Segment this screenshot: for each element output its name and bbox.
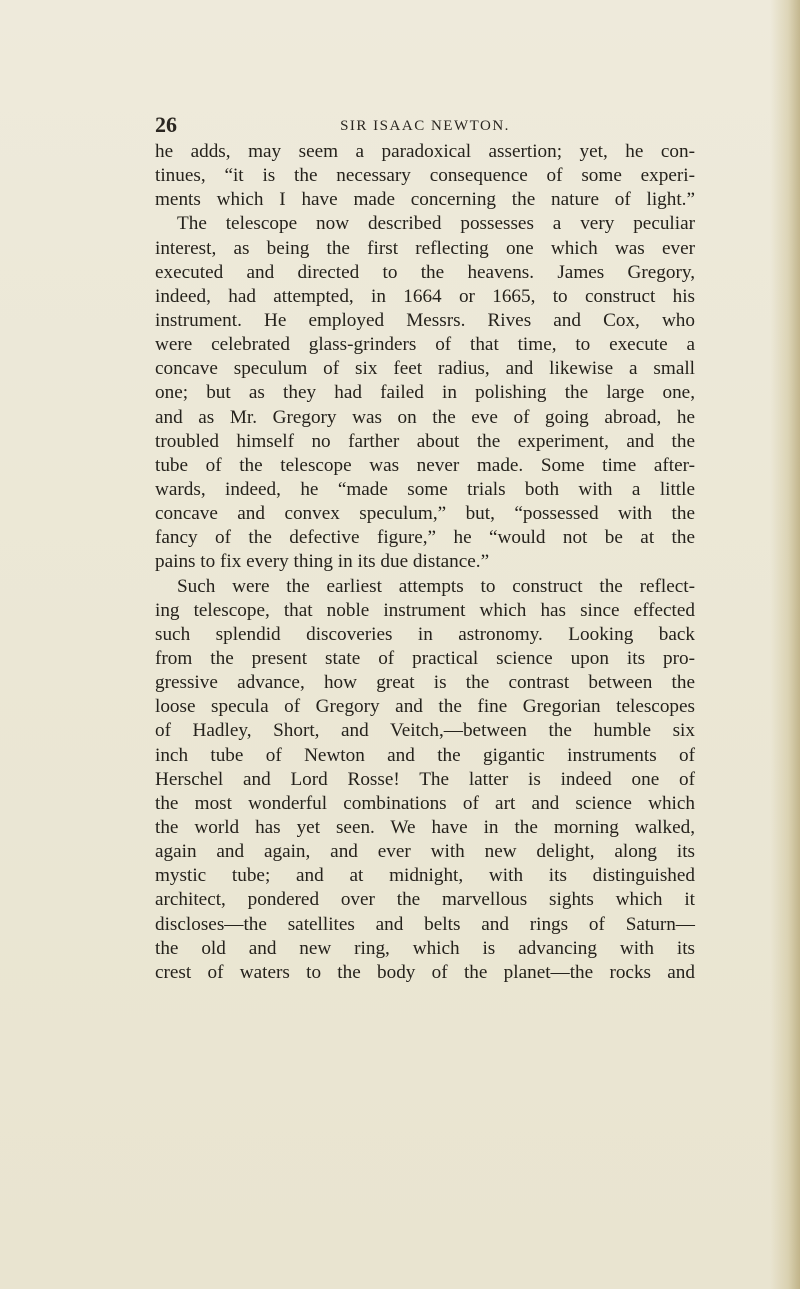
text-line: the world has yet seen. We have in the morning walked, [155, 816, 695, 838]
text-line: gressive advance, how great is the contrast between the [155, 672, 695, 694]
text-line: architect, pondered over the marvellous sights which it [155, 889, 695, 911]
text-line: crest of waters to the body of the planet—the rocks and [155, 961, 695, 983]
text-line: the most wonderful combinations of art and science which [155, 792, 695, 814]
text-line: concave and convex speculum,” but, “possessed with the [155, 503, 695, 525]
text-line: of Hadley, Short, and Veitch,—between the humble six [155, 720, 695, 742]
text-line: Herschel and Lord Rosse! The latter is indeed one of [155, 768, 695, 790]
text-line: ing telescope, that noble instrument which has since effected [155, 599, 695, 621]
text-line: inch tube of Newton and the gigantic instruments of [155, 744, 695, 766]
text-line: pains to fix every thing in its due distance.” [155, 551, 490, 573]
body-text [155, 140, 695, 985]
text-line: such splendid discoveries in astronomy. Looking back [155, 623, 695, 645]
running-head [155, 112, 695, 142]
text-line: troubled himself no farther about the experiment, and the [155, 430, 695, 452]
text-line: interest, as being the first reflecting one which was ever [155, 237, 695, 259]
text-line: again and again, and ever with new delight, along its [155, 841, 695, 863]
text-line: tinues, “it is the necessary consequence of some experi- [155, 165, 695, 187]
text-line: wards, indeed, he “made some trials both with a little [155, 478, 695, 500]
text-line: from the present state of practical science upon its pro- [155, 647, 695, 669]
text-line: The telescope now described possesses a very peculiar [177, 213, 695, 235]
text-line: the old and new ring, which is advancing with its [155, 937, 695, 959]
text-line: tube of the telescope was never made. Some time after- [155, 454, 695, 476]
text-line: loose specula of Gregory and the fine Gregorian telescopes [155, 696, 695, 718]
text-line: executed and directed to the heavens. James Gregory, [155, 261, 695, 283]
text-line: and as Mr. Gregory was on the eve of going abroad, he [155, 406, 695, 428]
text-line: fancy of the defective figure,” he “would not be at the [155, 527, 695, 549]
page-edge-shadow [770, 0, 800, 1289]
text-line: Such were the earliest attempts to construct the reflect- [177, 575, 695, 597]
text-line: instrument. He employed Messrs. Rives and Cox, who [155, 309, 695, 331]
text-line: indeed, had attempted, in 1664 or 1665, to construct his [155, 285, 695, 307]
text-line: mystic tube; and at midnight, with its distinguished [155, 865, 695, 887]
text-line: were celebrated glass-grinders of that time, to execute a [155, 334, 695, 356]
text-line: one; but as they had failed in polishing the large one, [155, 382, 695, 404]
page-number: 26 [155, 112, 177, 137]
text-line: discloses—the satellites and belts and rings of Saturn— [155, 913, 695, 935]
running-title: SIR ISAAC NEWTON. [340, 118, 510, 134]
text-line: he adds, may seem a paradoxical assertion; yet, he con- [155, 141, 695, 162]
text-line: concave speculum of six feet radius, and likewise a small [155, 358, 695, 380]
text-line: ments which I have made concerning the nature of light.” [155, 189, 695, 211]
